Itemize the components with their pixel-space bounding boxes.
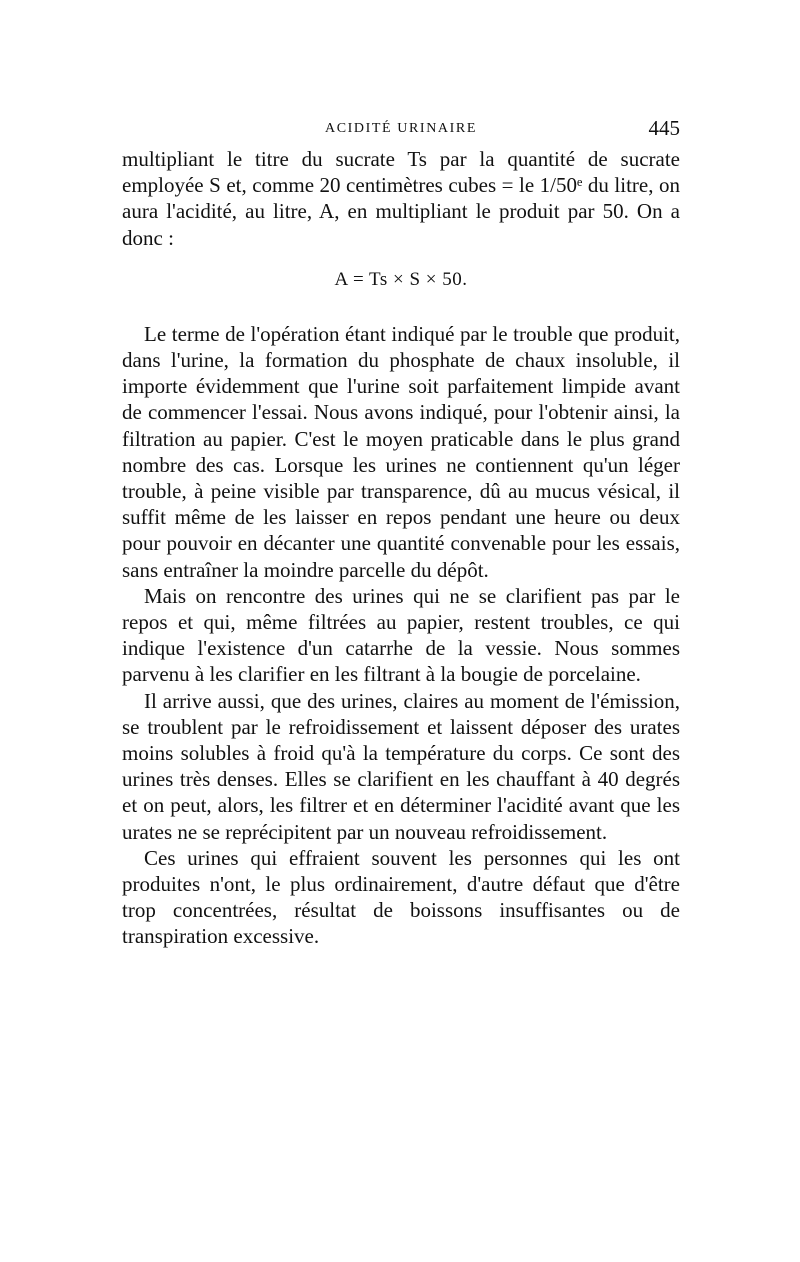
paragraph-filtration: Le terme de l'opération étant indiqué par le trouble que produit, dans l'urine, la formation du phosphate de chaux insoluble, il importe évidemment que l'urine soit parfaitement limpide avant de commencer l'essai. Nous avons indiqué, pour l'obtenir ainsi, la filtration au papier. C'est le moyen praticable dans le plus grand nombre des cas. Lorsque les urines ne contiennent qu'un léger trouble, à peine visible par transparence, dû au mucus vésical, il suffit même de les laisser en repos pendant une heure ou deux pour pouvoir en décanter une quantité convenable pour les essais, sans entraîner la moindre parcelle du dépôt. — [122, 321, 680, 582]
acidity-formula: A = Ts × S × 50. — [334, 268, 468, 290]
running-title: ACIDITÉ URINAIRE — [325, 121, 477, 136]
running-head — [122, 116, 680, 140]
paragraph-concentrated: Ces urines qui effraient souvent les personnes qui les ont produites n'ont, le plus ordinairement, d'autre défaut que d'être trop concentrées, résultat de boissons insuffisantes ou de transpiration excessive. — [122, 845, 680, 949]
paragraph-catarrh: Mais on rencontre des urines qui ne se clarifient pas par le repos et qui, même filtrées au papier, restent troubles, ce qui indique l'existence d'un catarrhe de la vessie. Nous sommes parvenu à les clarifier en les filtrant à la bougie de porcelaine. — [122, 583, 680, 687]
paragraph-continuation: multipliant le titre du sucrate Ts par la quantité de sucrate employée S et, comme 20 centimètres cubes = le 1/50ᵉ du litre, on aura l'acidité, au litre, A, en multipliant le produit par 50. On a donc : — [122, 147, 680, 250]
page-number: 445 — [648, 116, 680, 140]
book-page — [122, 116, 680, 950]
paragraph-urates: Il arrive aussi, que des urines, claires au moment de l'émission, se troublent par le refroidissement et laissent déposer des urates moins solubles à froid qu'à la température du corps. Ce sont des urines très denses. Elles se clarifient en les chauffant à 40 degrés et on peut, alors, les filtrer et en déterminer l'acidité avant que les urates ne se reprécipitent par un nouveau refroidissement. — [122, 688, 680, 844]
